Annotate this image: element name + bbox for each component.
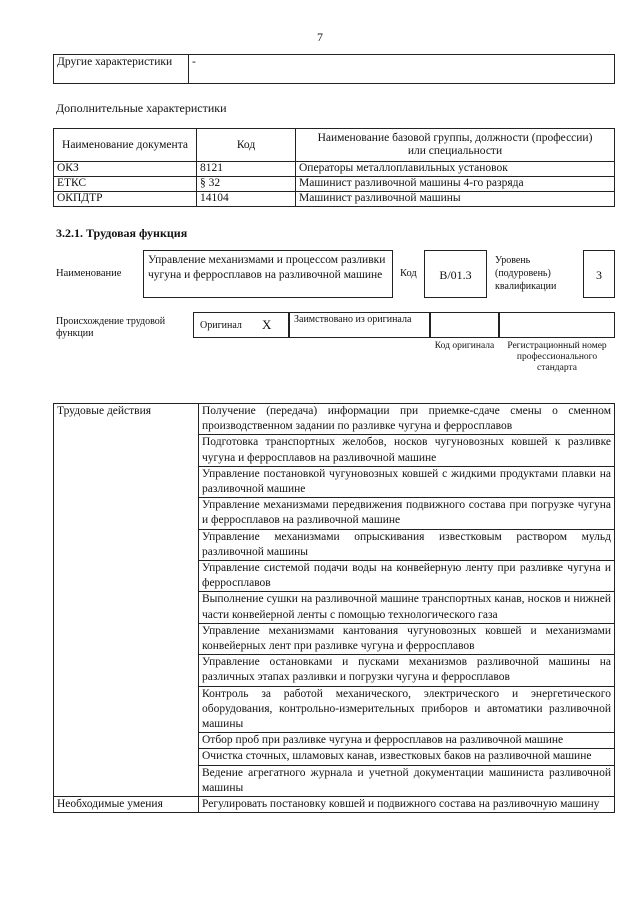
labor-action-item: Получение (передача) информации при приемке-сдаче смены о сменном производственном задании по разливке чугуна и ферросплавов <box>199 404 615 435</box>
borrowed-box: Заимствовано из оригинала <box>289 312 430 338</box>
function-code-box: B/01.3 <box>424 250 487 298</box>
code-cell: 8121 <box>197 162 296 177</box>
group-cell: Машинист разливочной машины <box>296 192 615 207</box>
reg-number-box <box>499 312 615 338</box>
name-label: Наименование <box>56 268 122 279</box>
code-original-label: Код оригинала <box>434 341 495 351</box>
header-group: Наименование базовой группы, должности (профессии) или специальности <box>296 129 615 162</box>
table-row <box>54 192 615 207</box>
labor-action-item: Управление механизмами опрыскивания известковым раствором мульд разливочной машины <box>199 529 615 560</box>
original-mark: X <box>262 317 272 332</box>
level-label: Уровень (подуровень) квалификации <box>495 255 557 292</box>
header-code: Код <box>197 129 296 162</box>
labor-action-item: Подготовка транспортных желобов, носков чугуновозных ковшей к разливке чугуна и ферросплавов на разливочной машине <box>199 435 615 466</box>
function-name-box: Управление механизмами и процессом разливки чугуна и ферросплавов на разливочной машине <box>143 250 393 298</box>
table-row <box>54 177 615 192</box>
other-characteristics-label: Другие характеристики <box>54 55 189 84</box>
labor-action-item: Отбор проб при разливке чугуна и ферросплавов на разливочной машине <box>199 733 615 749</box>
labor-action-item: Выполнение сушки на разливочной машине транспортных канав, носков и нижней части конвейерной ленты с помощью технологического газа <box>199 592 615 623</box>
doc-cell: ЕТКС <box>54 177 197 192</box>
group-cell: Машинист разливочной машины 4-го разряда <box>296 177 615 192</box>
header-document: Наименование документа <box>54 129 197 162</box>
table-row <box>54 162 615 177</box>
labor-functions-table <box>53 403 615 813</box>
labor-action-item: Контроль за работой механического, электрического и энергетического оборудования, контрольно-измерительных приборов и автоматики разливочной машины <box>199 686 615 733</box>
labor-action-item: Очистка сточных, шламовых канав, известковых баков на разливочной машине <box>199 749 615 765</box>
reg-number-label: Регистрационный номер профессионального стандарта <box>507 341 607 373</box>
code-original-box <box>430 312 499 338</box>
code-label: Код <box>400 268 417 279</box>
group-cell: Операторы металлоплавильных установок <box>296 162 615 177</box>
original-label: Оригинал <box>200 320 242 331</box>
code-cell: § 32 <box>197 177 296 192</box>
other-characteristics-value: - <box>189 55 615 84</box>
page-number: 7 <box>317 30 323 44</box>
doc-cell: ОКЗ <box>54 162 197 177</box>
other-characteristics-table <box>53 54 615 84</box>
labor-action-item: Управление механизмами кантования чугуновозных ковшей и механизмами конвейерных лент при разливке чугуна и ферросплавов <box>199 623 615 654</box>
skill-item: Регулировать постановку ковшей и подвижного состава на разливочную машину <box>199 797 615 813</box>
labor-action-item: Управление системой подачи воды на конвейерную ленту при разливке чугуна и ферросплавов <box>199 561 615 592</box>
labor-action-item: Управление остановками и пусками механизмов разливочной машины на различных этапах разливки и погрузки чугуна и ферросплавов <box>199 655 615 686</box>
doc-cell: ОКПДТР <box>54 192 197 207</box>
function-heading: 3.2.1. Трудовая функция <box>56 226 188 240</box>
additional-heading: Дополнительные характеристики <box>56 101 227 115</box>
labor-action-item: Ведение агрегатного журнала и учетной документации машиниста разливочной машины <box>199 765 615 796</box>
skills-label: Необходимые умения <box>54 797 199 813</box>
original-box <box>193 312 289 338</box>
code-cell: 14104 <box>197 192 296 207</box>
labor-action-item: Управление механизмами передвижения подвижного состава при погрузке чугуна и ферросплавов на разливочной машине <box>199 498 615 529</box>
labor-action-item: Управление постановкой чугуновозных ковшей с жидкими продуктами плавки на разливочной машине <box>199 466 615 497</box>
origin-label: Происхождение трудовой функции <box>56 316 166 339</box>
additional-table <box>53 128 615 207</box>
labor-actions-label: Трудовые действия <box>54 404 199 797</box>
level-box: 3 <box>583 250 615 298</box>
